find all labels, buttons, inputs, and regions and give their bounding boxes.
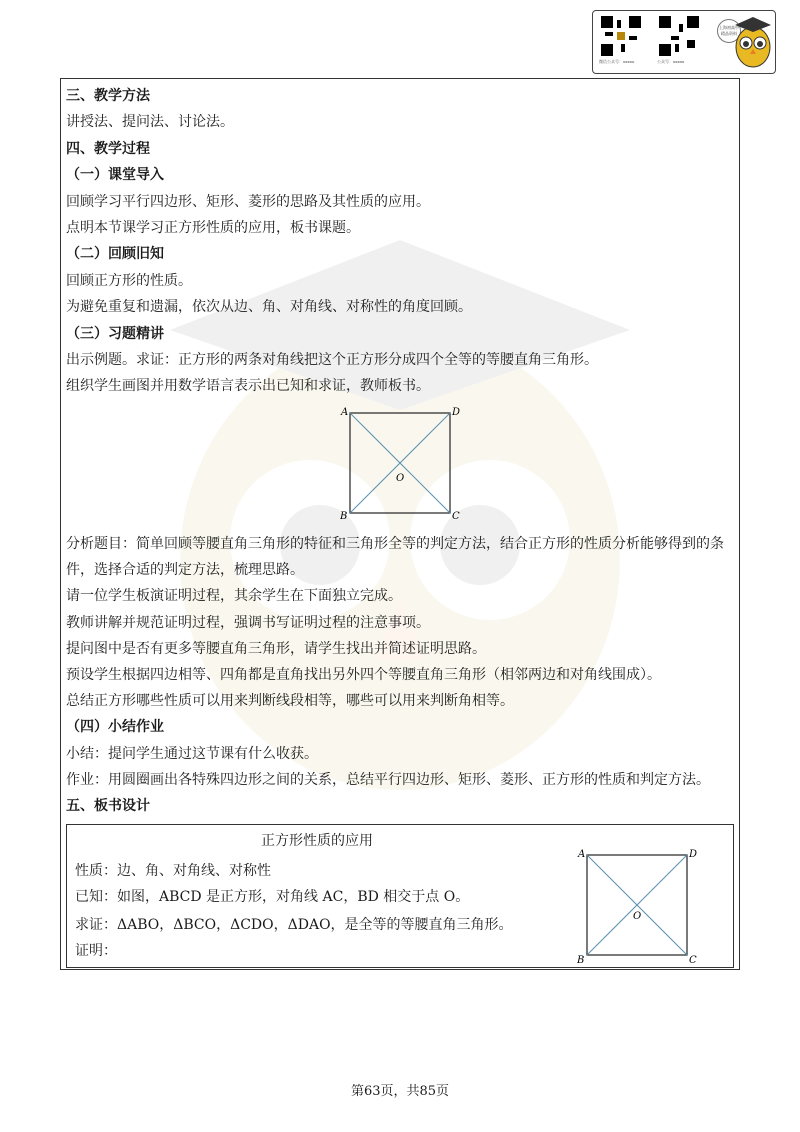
page-footer: 第63页，共85页 (350, 1084, 450, 1099)
label-c: C (452, 511, 460, 522)
label-d: D (452, 407, 461, 418)
owl-mascot-icon (733, 13, 773, 69)
body-text: 小结：提问学生通过这节课有什么收获。 (66, 745, 318, 762)
qr-code-banner (592, 10, 776, 74)
board-proof: 证明： (75, 943, 117, 959)
label-o: O (633, 911, 642, 922)
label-o: O (396, 473, 405, 484)
section-heading: （三）习题精讲 (66, 325, 164, 342)
qr-caption-left: 微信公众号：xxxxx (599, 59, 635, 64)
body-text: 为避免重复和遗漏，依次从边、角、对角线、对称性的角度回顾。 (66, 299, 472, 316)
label-a: A (578, 849, 586, 860)
body-text: 出示例题。求证：正方形的两条对角线把这个正方形分成四个全等的等腰直角三角形。 (66, 352, 598, 368)
board-property: 性质：边、角、对角线、对称性 (75, 863, 271, 879)
board-design-box (66, 824, 734, 968)
board-title: 正方形性质的应用 (261, 833, 373, 849)
board-square-diagram (577, 845, 701, 965)
body-text: 回顾正方形的性质。 (66, 272, 192, 289)
body-text: 回顾学习平行四边形、矩形、菱形的思路及其性质的应用。 (66, 193, 430, 210)
body-text: 作业：用圆圈画出各特殊四边形之间的关系，总结平行四边形、矩形、菱形、正方形的性质和判定方法。 (66, 771, 710, 788)
qr-code-icon-2 (659, 16, 699, 56)
body-text: 件，选择合适的判定方法，梳理思路。 (66, 562, 304, 579)
body-text: 讲授法、提问法、讨论法。 (66, 114, 234, 131)
section-heading: （四）小结作业 (66, 719, 164, 736)
body-text: 教师讲解并规范证明过程，强调书写证明过程的注意事项。 (66, 614, 430, 631)
section-heading: 五、板书设计 (66, 798, 150, 814)
square-diagram (340, 405, 462, 523)
speech-bubble: 上海初高中精品资料 (717, 19, 741, 43)
qr-caption-right: 公众号：xxxxx (657, 59, 685, 64)
section-heading: （二）回顾旧知 (66, 246, 164, 263)
body-text: 点明本节课学习正方形性质的应用，板书课题。 (66, 220, 360, 236)
qr-code-icon (601, 16, 641, 56)
label-b: B (577, 955, 585, 965)
label-a: A (341, 407, 349, 418)
section-heading: （一）课堂导入 (66, 167, 164, 184)
label-d: D (689, 849, 698, 860)
board-prove: 求证：ΔABO，ΔBCO，ΔCDO，ΔDAO，是全等的等腰直角三角形。 (75, 917, 513, 933)
label-c: C (689, 955, 697, 965)
body-text: 预设学生根据四边相等、四角都是直角找出另外四个等腰直角三角形（相邻两边和对角线围成）。 (66, 667, 661, 683)
body-text: 分析题目：简单回顾等腰直角三角形的特征和三角形全等的判定方法，结合正方形的性质分析能够得到的条 (66, 536, 724, 552)
body-text: 组织学生画图并用数学语言表示出已知和求证，教师板书。 (66, 378, 430, 395)
body-text: 请一位学生板演证明过程，其余学生在下面独立完成。 (66, 588, 402, 605)
body-text: 总结正方形哪些性质可以用来判断线段相等，哪些可以用来判断角相等。 (66, 693, 514, 710)
body-text: 提问图中是否有更多等腰直角三角形，请学生找出并简述证明思路。 (66, 640, 486, 657)
section-heading: 三、教学方法 (66, 88, 150, 104)
label-b: B (340, 511, 348, 522)
board-known: 已知：如图，ABCD 是正方形，对角线 AC，BD 相交于点 O。 (75, 889, 470, 905)
section-heading: 四、教学过程 (66, 140, 150, 157)
